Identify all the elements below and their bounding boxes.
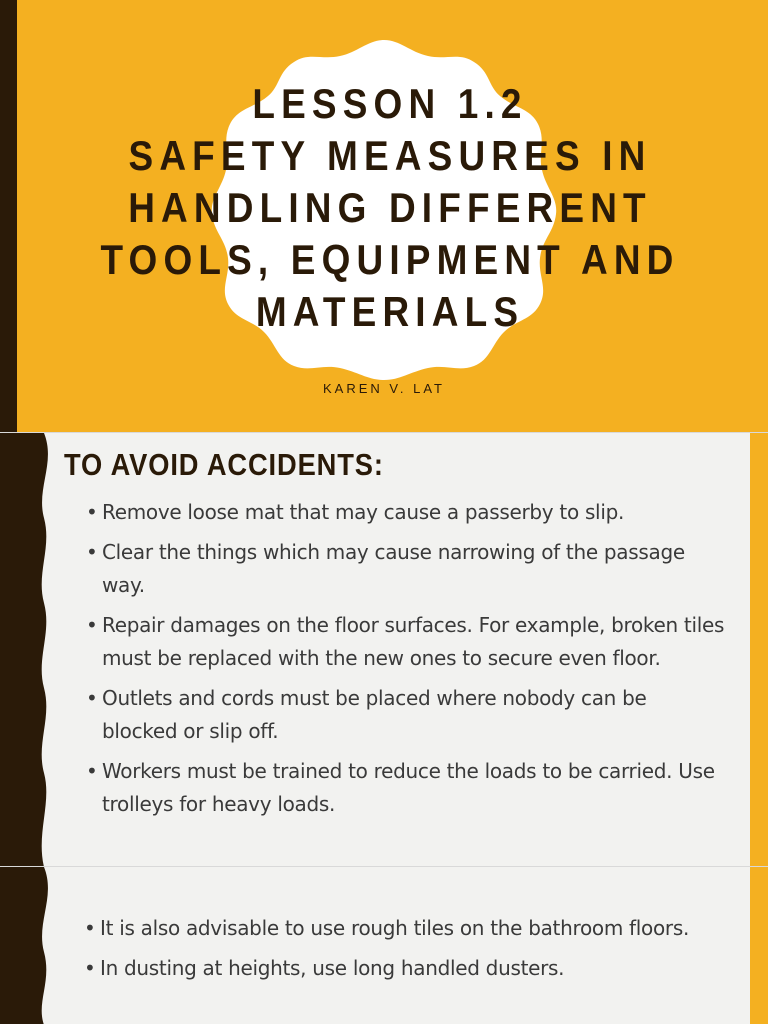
wavy-left-border [0, 867, 60, 1024]
list-item: • Outlets and cords must be placed where nobody can be blocked or slip off. [86, 682, 726, 748]
title-slide [0, 0, 768, 432]
list-item: • Clear the things which may cause narrowing of the passage way. [86, 536, 726, 602]
wavy-left-border [0, 433, 60, 866]
right-accent-bar [750, 433, 768, 866]
slide-title [100, 78, 681, 338]
title-line: HANDLING DIFFERENT [128, 184, 652, 231]
title-line: MATERIALS [255, 288, 525, 335]
bullet-list [86, 496, 726, 828]
bullet-list [84, 912, 724, 992]
list-item: • Repair damages on the floor surfaces. For example, broken tiles must be replaced with the new ones to secure even floor. [86, 609, 726, 675]
list-item: • In dusting at heights, use long handled dusters. [84, 952, 724, 985]
title-line: TOOLS, EQUIPMENT AND [100, 236, 680, 283]
slide-heading: TO AVOID ACCIDENTS: [64, 447, 384, 482]
list-item: • Workers must be trained to reduce the loads to be carried. Use trolleys for heavy loads. [86, 755, 726, 821]
content-slide-accidents [0, 432, 768, 866]
list-item: • Remove loose mat that may cause a passerby to slip. [86, 496, 726, 529]
content-slide-continued [0, 866, 768, 1024]
title-line: SAFETY MEASURES IN [128, 132, 652, 179]
list-item: • It is also advisable to use rough tiles on the bathroom floors. [84, 912, 724, 945]
author-name: KAREN V. LAT [323, 381, 445, 396]
title-line: LESSON 1.2 [252, 80, 528, 127]
right-accent-bar [750, 867, 768, 1024]
